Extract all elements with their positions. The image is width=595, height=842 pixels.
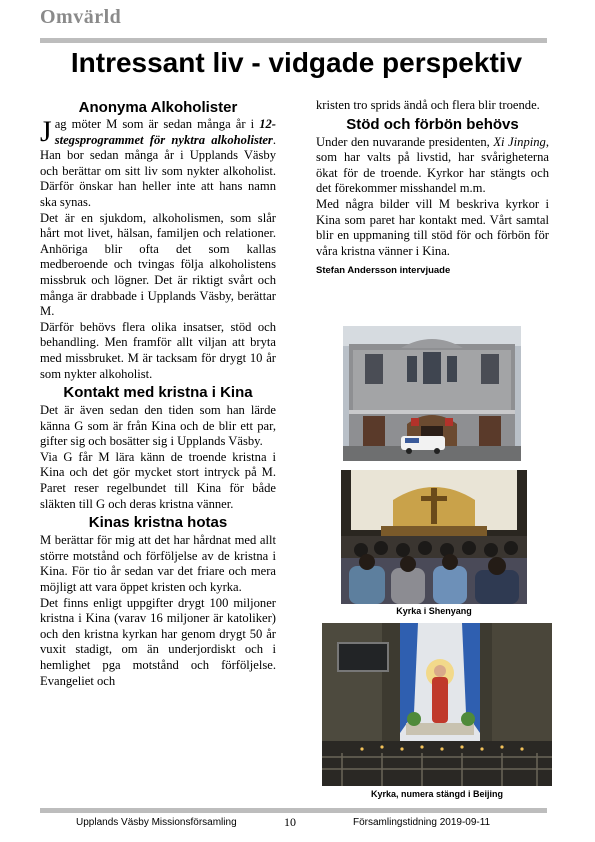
paragraph-continuation: kristen tro sprids ändå och flera blir troende.	[316, 98, 540, 112]
page-title: Intressant liv - vidgade perspektiv	[70, 47, 523, 78]
caption-beijing: Kyrka, numera stängd i Beijing	[370, 789, 504, 799]
program-name: 12-stegsprogrammet för nyktra alkoholister	[54, 117, 276, 147]
paragraph-persecution: M berättar för mig att det har hårdnat med allt större motstånd och förföljelse av de kristna i Kina. För tio år sedan var det friare och mera möjligt att vara öppet kristen och kyrka.	[40, 533, 276, 595]
church-beijing-image	[322, 623, 552, 786]
heading-kontakt: Kontakt med kristna i Kina	[63, 384, 253, 402]
president-name: Xi Jinping	[493, 134, 546, 149]
paragraph-intro: Jag möter M som är sedan många år i 12-stegsprogrammet för nyktra alkoholister. Han bor sedan många år i Upplands Väsby och berättar om sitt liv som nykter alkoholist. Därför önskar han heller inte att hans namn ska synas.	[40, 115, 276, 209]
footer-publication: Församlingstidning 2019-09-11	[353, 817, 491, 828]
heading-stod: Stöd och förbön behövs	[346, 115, 519, 133]
paragraph-meeting-g: Det är även sedan den tiden som han lärde känna G som är från Kina och de blir ett par, gifter sig och bosätter sig i Upplands Väsby.	[40, 403, 276, 449]
paragraph-disease: Det är en sjukdom, alkoholismen, som slår hårt mot livet, hälsan, familjen och relationer. Anhöriga blir ofta det som kallas medberoende och tvingas följa alkoholistens missbruk och lögner. Det är riktigt svårt och många är drabbade i Upplands Väsby, berättar M.	[40, 210, 276, 319]
photo-church-shenyang	[341, 470, 527, 604]
church-exterior-image	[343, 326, 521, 461]
drop-cap: J	[40, 115, 52, 148]
caption-shenyang: Kyrka i Shenyang	[396, 606, 472, 616]
left-column	[40, 99, 276, 689]
photo-church-beijing	[322, 623, 552, 786]
bottom-divider	[40, 808, 547, 813]
photo-church-exterior	[343, 326, 521, 461]
footer-organization: Upplands Väsby Missionsförsamling	[76, 817, 237, 828]
section-label: Omvärld	[40, 6, 122, 28]
paragraph-president: Under den nuvarande presidenten, Xi Jinping, som har valts på livstid, har svårigheterna ökat för de troende. Kyrkor har stängts och det förekommer misshandel m.m.	[316, 134, 549, 196]
paragraph-pictures: Med några bilder vill M beskriva kyrkor i Kina som paret har kontakt med. Vårt samtal blir en uppmaning till stöd för och förbön för våra kristna vänner i Kina.	[316, 196, 549, 258]
paragraph-support: Därför behövs flera olika insatser, stöd och behandling. Men framför allt viljan att bryta med missbruket. M är tacksam för drygt 10 år som nykter alkoholist.	[40, 319, 276, 381]
heading-anonyma-alkoholister: Anonyma Alkoholister	[78, 99, 238, 116]
paragraph-statistics: Det finns enligt uppgifter drygt 100 miljoner kristna i Kina (varav 16 miljoner är katoliker) och den kristna kyrkan har genom drygt 50 år vuxit stadigt, om än underjordiskt och i hemlighet pga motstånd och förföljelse. Evangeliet och	[40, 595, 276, 688]
interview-credit: Stefan Andersson intervjuade	[316, 265, 451, 277]
top-divider	[40, 38, 547, 43]
page-number: 10	[284, 815, 296, 829]
right-column	[316, 98, 549, 279]
heading-kinas-kristna: Kinas kristna hotas	[88, 514, 228, 532]
church-shenyang-image	[341, 470, 527, 604]
paragraph-via-g: Via G får M lära känn de troende kristna i Kina och det gör mycket stort intryck på M. Paret reser regelbundet till Kina för både släkten till G och deras kristna vänner.	[40, 449, 276, 511]
